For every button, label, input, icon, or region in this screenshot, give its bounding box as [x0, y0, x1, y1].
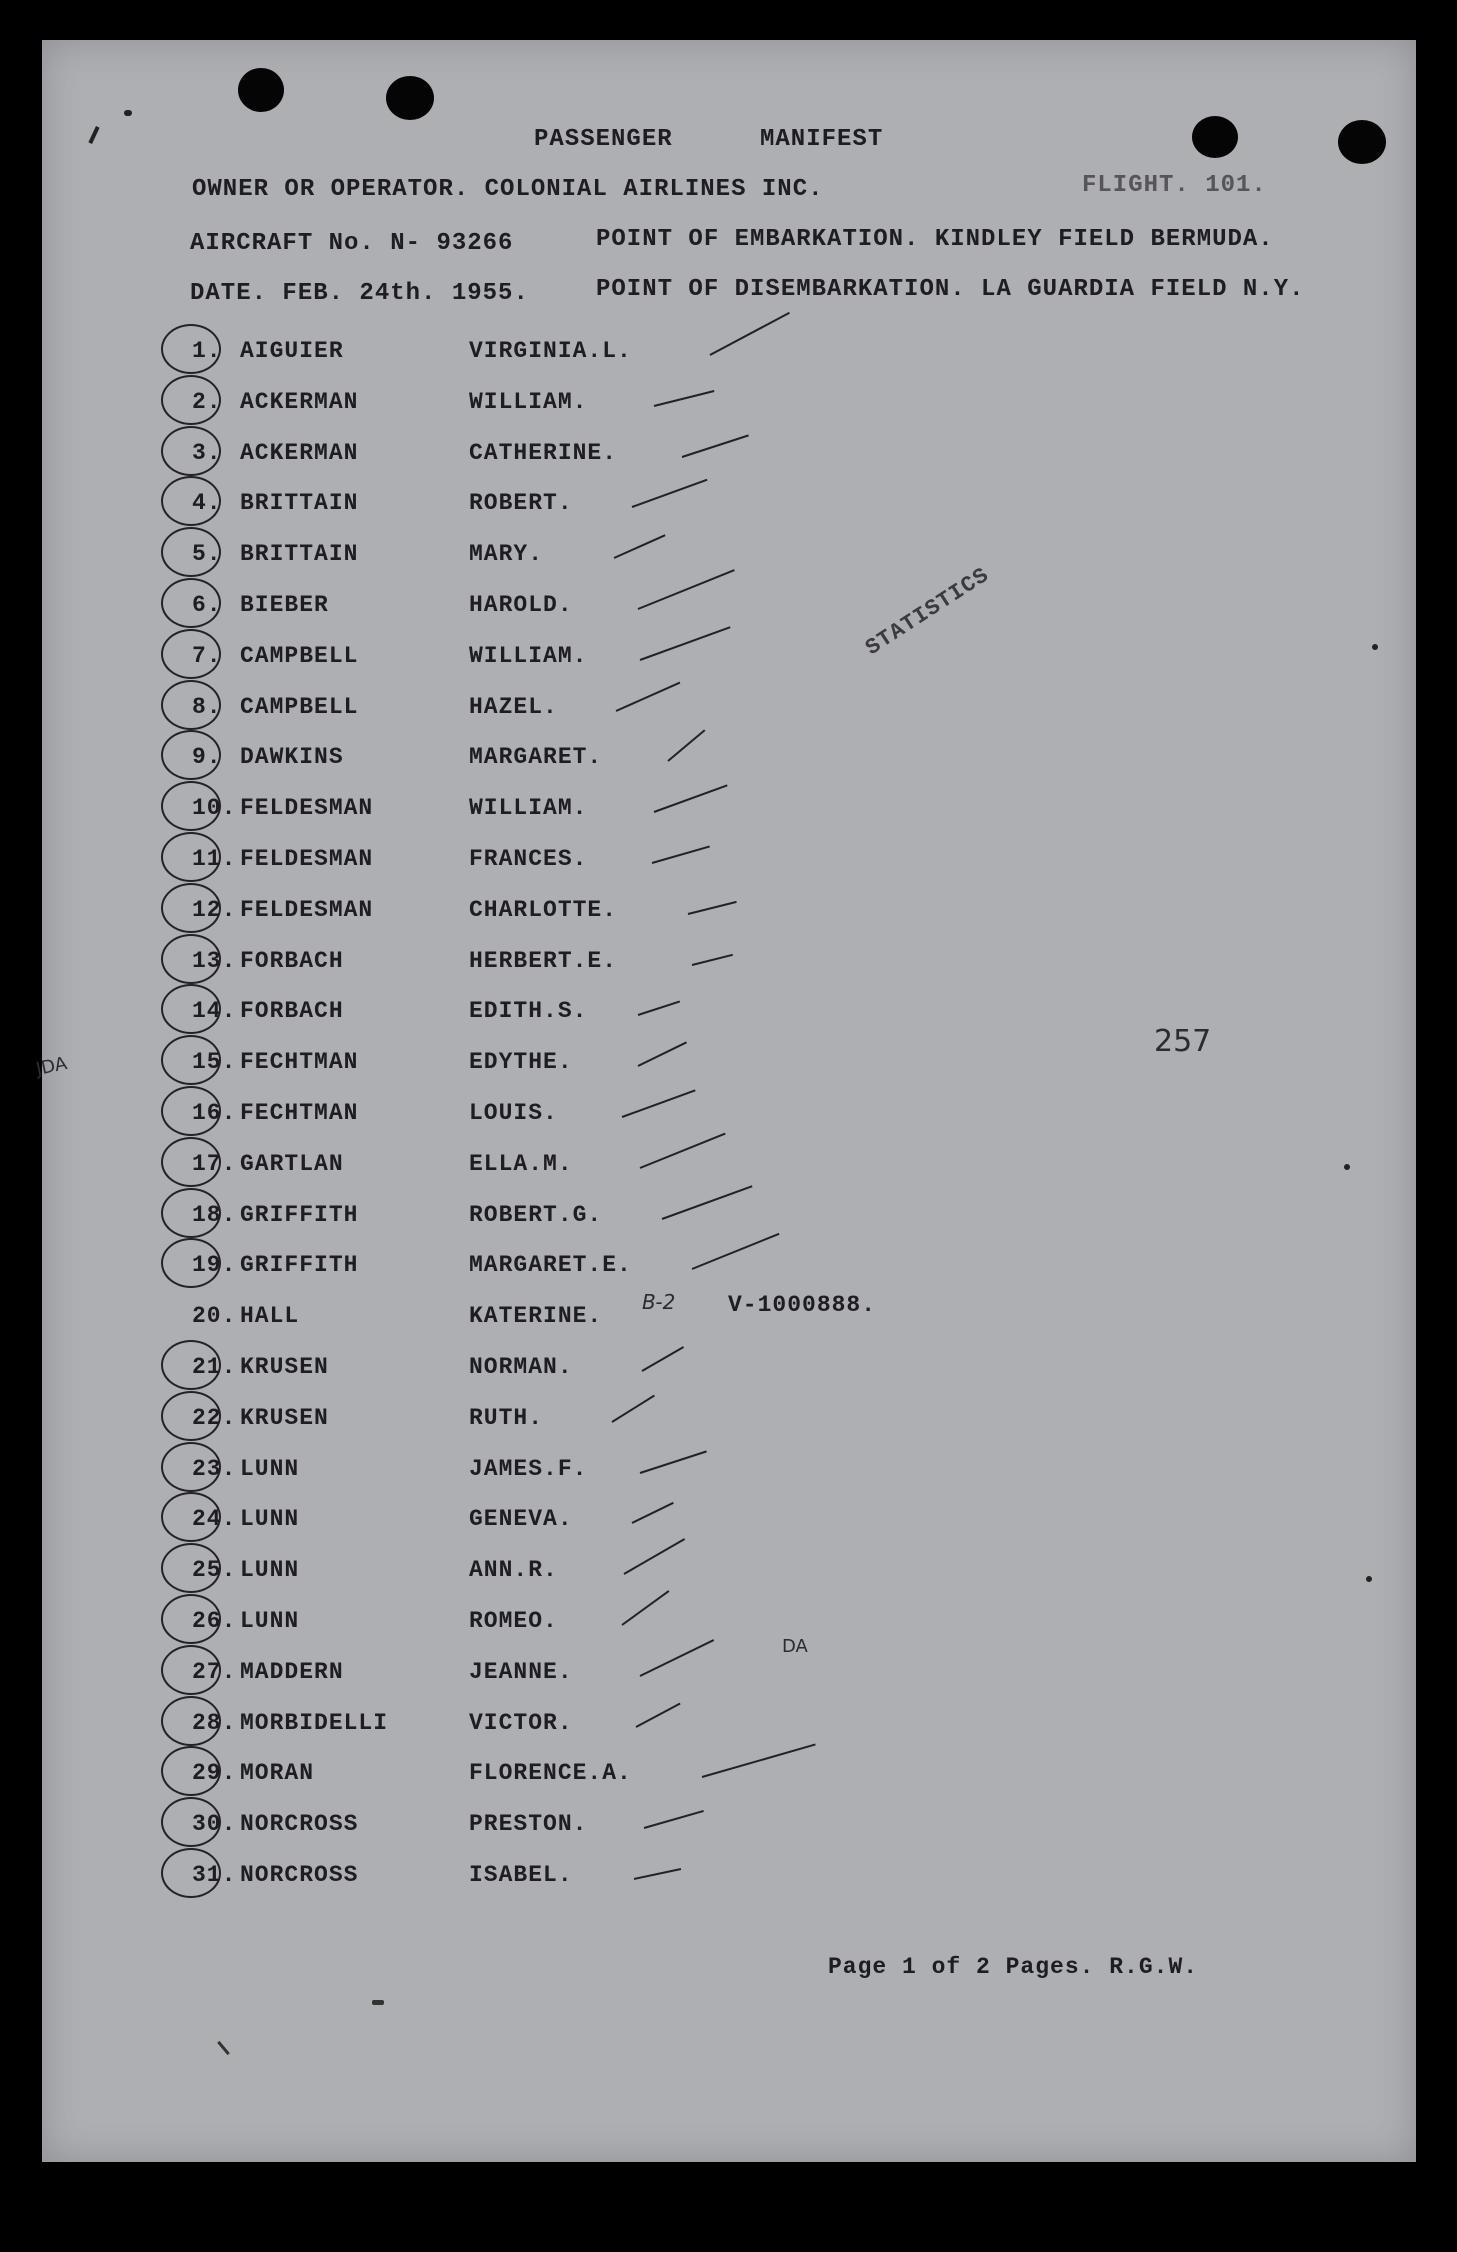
passenger-number: 11.	[192, 846, 237, 872]
passenger-last-name: LUNN	[240, 1608, 300, 1634]
passenger-last-name: ACKERMAN	[240, 388, 359, 415]
passenger-first-name: ELLA.M.	[469, 1150, 573, 1177]
passenger-first-name: KATERINE.	[469, 1303, 603, 1330]
owner-line: OWNER OR OPERATOR. COLONIAL AIRLINES INC.	[192, 176, 824, 203]
passenger-last-name: KRUSEN	[240, 1404, 329, 1431]
passenger-first-name: FRANCES.	[469, 846, 588, 872]
passenger-first-name: WILLIAM.	[469, 388, 588, 415]
hall-note: B-2	[642, 1290, 676, 1314]
passenger-last-name: GRIFFITH	[240, 1252, 359, 1279]
passenger-last-name: GARTLAN	[240, 1150, 344, 1177]
punch-hole	[1192, 116, 1238, 158]
check-tick-mark	[654, 390, 715, 407]
passenger-last-name: FECHTMAN	[240, 1100, 359, 1126]
passenger-last-name: BRITTAIN	[240, 541, 359, 568]
passenger-row	[42, 789, 1416, 839]
aircraft-line: AIRCRAFT No. N- 93266	[190, 230, 514, 257]
passenger-last-name: MADDERN	[240, 1658, 344, 1685]
passenger-first-name: WILLIAM.	[469, 642, 588, 669]
passenger-first-name: WILLIAM.	[469, 795, 588, 822]
passenger-last-name: CAMPBELL	[240, 642, 359, 669]
passenger-last-name: GRIFFITH	[240, 1201, 359, 1228]
passenger-first-name: CATHERINE.	[469, 439, 618, 466]
hall-visa-number: V-1000888.	[728, 1292, 877, 1318]
passenger-first-name: JAMES.F.	[469, 1455, 588, 1482]
stray-mark	[88, 126, 99, 144]
passenger-number: 1.	[192, 338, 222, 364]
passenger-row	[42, 1246, 1416, 1296]
passenger-row	[42, 332, 1416, 382]
passenger-first-name: ROBERT.G.	[469, 1201, 603, 1228]
passenger-row	[42, 688, 1416, 738]
passenger-number: 23.	[192, 1455, 237, 1482]
passenger-row	[42, 1348, 1416, 1398]
passenger-first-name: GENEVA.	[469, 1506, 573, 1533]
passenger-first-name: MARGARET.	[469, 744, 603, 771]
check-tick-mark	[634, 1868, 681, 1880]
passenger-first-name: MARGARET.E.	[469, 1252, 632, 1279]
passenger-number: 14.	[192, 998, 237, 1025]
passenger-first-name: HERBERT.E.	[469, 947, 618, 974]
passenger-number: 22.	[192, 1404, 237, 1431]
passenger-first-name: VICTOR.	[469, 1709, 573, 1736]
passenger-number: 29.	[192, 1760, 237, 1787]
passenger-last-name: FORBACH	[240, 998, 344, 1025]
punch-hole	[386, 76, 434, 120]
stray-mark	[217, 2041, 230, 2055]
passenger-first-name: PRESTON.	[469, 1811, 588, 1838]
passenger-first-name: LOUIS.	[469, 1100, 558, 1126]
passenger-last-name: FELDESMAN	[240, 896, 374, 923]
passenger-number: 7.	[192, 642, 222, 669]
passenger-first-name: JEANNE.	[469, 1658, 573, 1685]
check-tick-mark	[614, 534, 666, 559]
passenger-last-name: BRITTAIN	[240, 490, 359, 517]
passenger-first-name: EDYTHE.	[469, 1049, 573, 1076]
check-tick-mark	[632, 1502, 674, 1524]
passenger-last-name: CAMPBELL	[240, 693, 359, 720]
passenger-number: 27.	[192, 1658, 237, 1685]
check-tick-mark	[640, 1450, 707, 1474]
passenger-number: 25.	[192, 1557, 237, 1584]
check-tick-mark	[638, 1042, 687, 1067]
passenger-last-name: DAWKINS	[240, 744, 344, 771]
stray-mark	[1366, 1576, 1372, 1582]
passenger-row	[42, 1145, 1416, 1195]
passenger-last-name: KRUSEN	[240, 1354, 329, 1380]
passenger-number: 13.	[192, 947, 237, 974]
statistics-stamp: STATISTICS	[861, 562, 994, 661]
flight-number: FLIGHT. 101.	[1082, 172, 1267, 199]
check-tick-mark	[710, 312, 790, 356]
passenger-first-name: VIRGINIA.L.	[469, 338, 632, 364]
passenger-first-name: NORMAN.	[469, 1354, 573, 1380]
stray-mark	[124, 110, 132, 116]
passenger-last-name: LUNN	[240, 1557, 300, 1584]
passenger-last-name: LUNN	[240, 1506, 300, 1533]
passenger-row	[42, 535, 1416, 585]
passenger-number: 19.	[192, 1252, 237, 1279]
stray-mark	[372, 2000, 384, 2005]
page-number: 257	[1154, 1024, 1212, 1059]
passenger-first-name: ISABEL.	[469, 1862, 573, 1888]
passenger-number: 28.	[192, 1709, 237, 1736]
check-tick-mark	[642, 1346, 685, 1372]
passenger-first-name: MARY.	[469, 541, 544, 568]
passenger-row	[42, 484, 1416, 534]
passenger-row	[42, 637, 1416, 687]
passenger-row	[42, 1196, 1416, 1246]
passenger-row	[42, 840, 1416, 890]
passenger-last-name: AIGUIER	[240, 338, 344, 364]
passenger-last-name: FELDESMAN	[240, 846, 374, 872]
passenger-number: 17.	[192, 1150, 237, 1177]
initials-left: JDA	[34, 1052, 70, 1081]
passenger-row	[42, 1805, 1416, 1855]
passenger-last-name: NORCROSS	[240, 1811, 359, 1838]
passenger-last-name: LUNN	[240, 1455, 300, 1482]
initials-mid: DA	[782, 1636, 808, 1657]
passenger-number: 3.	[192, 439, 222, 466]
passenger-number: 30.	[192, 1811, 237, 1838]
passenger-row	[42, 738, 1416, 788]
passenger-number: 5.	[192, 541, 222, 568]
passenger-row	[42, 1399, 1416, 1449]
page-footer: Page 1 of 2 Pages. R.G.W.	[828, 1954, 1199, 1980]
manifest-title-left: PASSENGER	[534, 126, 673, 153]
date-line: DATE. FEB. 24th. 1955.	[190, 280, 529, 307]
passenger-row	[42, 434, 1416, 484]
check-tick-mark	[692, 953, 733, 965]
passenger-last-name: HALL	[240, 1303, 300, 1330]
punch-hole	[238, 68, 284, 112]
passenger-last-name: MORAN	[240, 1760, 315, 1787]
passenger-row	[42, 383, 1416, 433]
disembarkation-line: POINT OF DISEMBARKATION. LA GUARDIA FIELD N.Y.	[596, 276, 1305, 303]
passenger-row	[42, 1754, 1416, 1804]
check-tick-mark	[636, 1702, 681, 1727]
passenger-number: 10.	[192, 795, 237, 822]
passenger-first-name: FLORENCE.A.	[469, 1760, 632, 1787]
passenger-last-name: NORCROSS	[240, 1862, 359, 1888]
passenger-first-name: ROBERT.	[469, 490, 573, 517]
passenger-first-name: CHARLOTTE.	[469, 896, 618, 923]
passenger-first-name: ROMEO.	[469, 1608, 558, 1634]
manifest-title-right: MANIFEST	[760, 126, 884, 153]
stray-mark	[1372, 644, 1378, 650]
passenger-number: 20.	[192, 1303, 237, 1330]
check-tick-mark	[632, 479, 708, 508]
passenger-number: 2.	[192, 388, 222, 415]
check-tick-mark	[654, 785, 728, 814]
passenger-last-name: BIEBER	[240, 592, 329, 618]
check-tick-mark	[644, 1810, 704, 1829]
passenger-row	[42, 1500, 1416, 1550]
punch-hole	[1338, 120, 1386, 164]
passenger-first-name: HAROLD.	[469, 592, 573, 618]
passenger-row	[42, 891, 1416, 941]
check-tick-mark	[652, 846, 710, 864]
passenger-row	[42, 1704, 1416, 1754]
passenger-number: 9.	[192, 744, 222, 771]
passenger-last-name: ACKERMAN	[240, 439, 359, 466]
passenger-row	[42, 942, 1416, 992]
check-tick-mark	[682, 434, 749, 458]
check-tick-mark	[688, 901, 737, 915]
embarkation-line: POINT OF EMBARKATION. KINDLEY FIELD BERMUDA.	[596, 226, 1274, 253]
passenger-number: 24.	[192, 1506, 237, 1533]
passenger-number: 18.	[192, 1201, 237, 1228]
passenger-first-name: ANN.R.	[469, 1557, 558, 1584]
passenger-row	[42, 1094, 1416, 1144]
passenger-number: 8.	[192, 693, 222, 720]
passenger-number: 12.	[192, 896, 237, 923]
stray-mark	[1344, 1164, 1350, 1170]
passenger-row	[42, 1856, 1416, 1906]
passenger-first-name: EDITH.S.	[469, 998, 588, 1025]
check-tick-mark	[622, 1089, 696, 1118]
passenger-number: 31.	[192, 1862, 237, 1888]
passenger-number: 26.	[192, 1608, 237, 1634]
passenger-number: 21.	[192, 1354, 237, 1380]
passenger-last-name: FELDESMAN	[240, 795, 374, 822]
manifest-page	[34, 40, 1416, 2162]
check-tick-mark	[611, 1394, 654, 1422]
passenger-row	[42, 1602, 1416, 1652]
passenger-last-name: FORBACH	[240, 947, 344, 974]
passenger-number: 4.	[192, 490, 222, 517]
passenger-row	[42, 1551, 1416, 1601]
passenger-number: 16.	[192, 1100, 237, 1126]
check-tick-mark	[638, 1001, 680, 1016]
passenger-last-name: MORBIDELLI	[240, 1709, 389, 1736]
passenger-row	[42, 1653, 1416, 1703]
passenger-first-name: RUTH.	[469, 1404, 544, 1431]
passenger-number: 15.	[192, 1049, 237, 1076]
passenger-row	[42, 1450, 1416, 1500]
passenger-number: 6.	[192, 592, 222, 618]
passenger-last-name: FECHTMAN	[240, 1049, 359, 1076]
passenger-first-name: HAZEL.	[469, 693, 558, 720]
